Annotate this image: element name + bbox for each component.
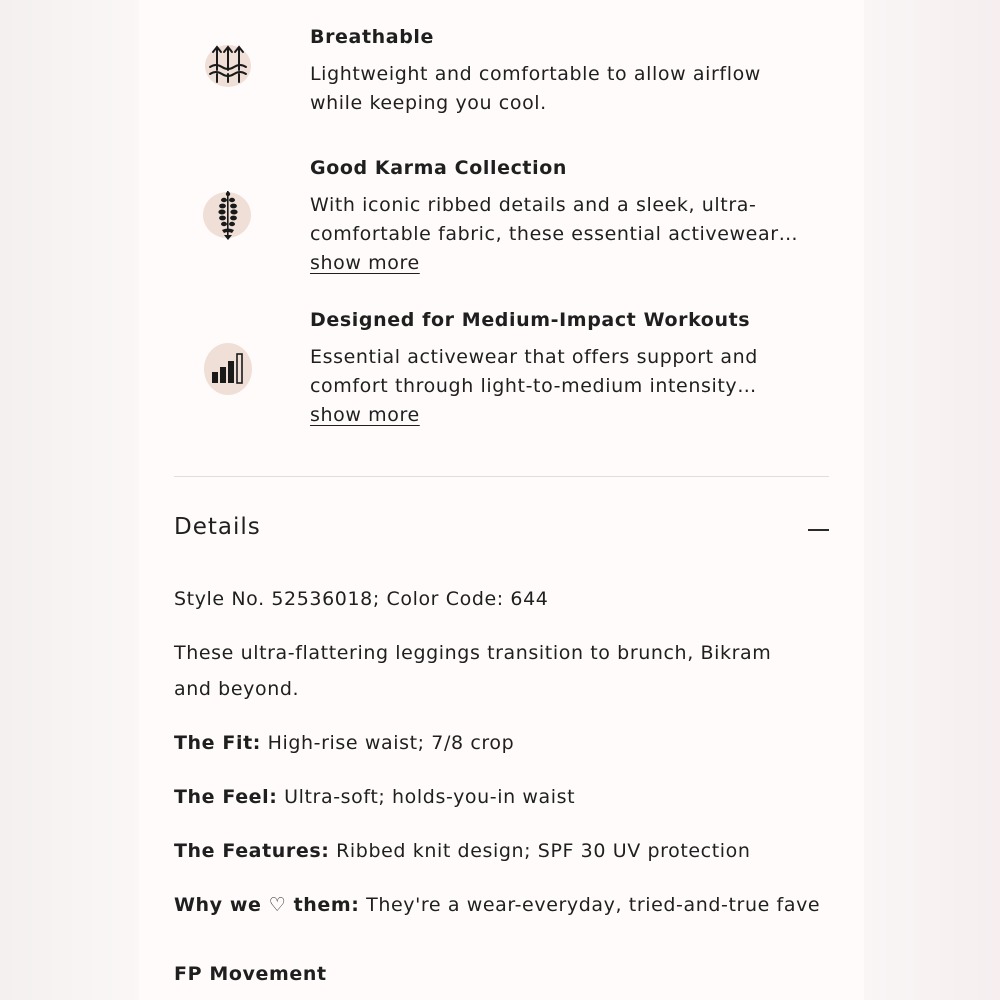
style-number: Style No. 52536018; Color Code: 644 [174, 588, 549, 610]
detail-why-label: Why we ♡ them: [174, 894, 360, 916]
show-more-link[interactable]: show more [310, 252, 420, 274]
feature-description: Lightweight and comfortable to allow airflow while keeping you cool. [310, 63, 761, 114]
detail-why [174, 887, 854, 923]
detail-features-value: Ribbed knit design; SPF 30 UV protection [329, 840, 751, 862]
feature-text [310, 157, 810, 278]
feature-description: Essential activewear that offers support and comfort through light-to-medium intensity… [310, 346, 758, 397]
breathable-icon [203, 40, 253, 90]
detail-fit-label: The Fit: [174, 732, 261, 754]
detail-why-value: They're a wear-everyday, tried-and-true fave [359, 894, 821, 916]
feature-medium-impact [170, 309, 830, 439]
detail-features [174, 833, 854, 869]
detail-feel-label: The Feel: [174, 786, 278, 808]
collapse-minus-icon[interactable] [808, 529, 829, 531]
product-intro: These ultra-flattering leggings transition to brunch, Bikram and beyond. [174, 642, 772, 700]
feature-breathable [170, 26, 830, 126]
impact-level-icon [203, 341, 253, 391]
brand-name-label: FP Movement [174, 963, 327, 985]
feature-text [310, 309, 810, 430]
section-divider [174, 476, 829, 477]
feature-text [310, 26, 810, 118]
feature-title: Good Karma Collection [310, 157, 568, 179]
feature-title: Designed for Medium-Impact Workouts [310, 309, 751, 331]
detail-fit-value: High-rise waist; 7/8 crop [260, 732, 515, 754]
detail-feel [174, 779, 854, 815]
show-more-link[interactable]: show more [310, 404, 420, 426]
detail-feel-value: Ultra-soft; holds-you-in waist [277, 786, 576, 808]
feature-title: Breathable [310, 26, 434, 48]
feature-good-karma [170, 157, 830, 287]
detail-fit [174, 725, 854, 761]
detail-features-label: The Features: [174, 840, 330, 862]
brand-name[interactable] [174, 956, 854, 992]
feature-description: With iconic ribbed details and a sleek, ultra-comfortable fabric, these essential activewear… [310, 194, 799, 245]
details-accordion-header[interactable] [174, 510, 829, 550]
details-title: Details [174, 514, 261, 540]
good-karma-icon [203, 187, 253, 237]
